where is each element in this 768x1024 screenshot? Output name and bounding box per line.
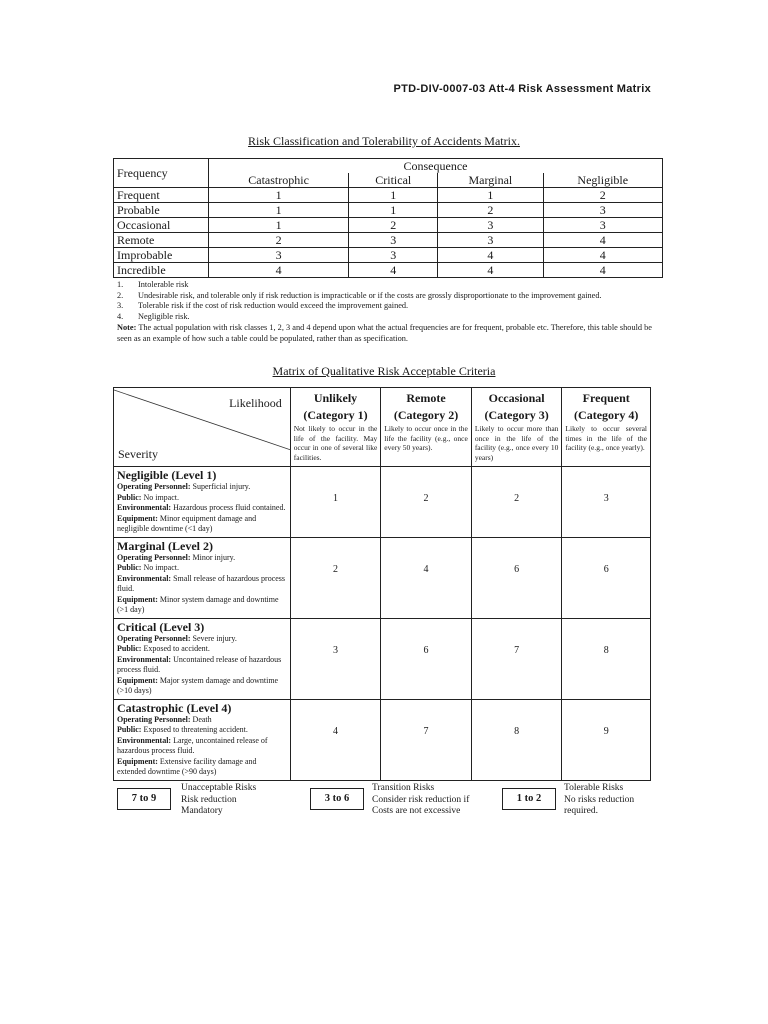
risk-value-cell: 8 — [471, 699, 562, 780]
col-header-catastrophic: Catastrophic — [209, 173, 349, 188]
value: Superficial injury. — [192, 482, 251, 491]
likelihood-category: (Category 3) — [484, 408, 549, 422]
severity-operating-personnel — [117, 634, 287, 645]
value: No impact. — [143, 492, 179, 502]
footnote-text: Tolerable risk if the cost of risk reduction would exceed the improvement gained. — [138, 301, 409, 311]
likelihood-name: Frequent — [582, 391, 630, 405]
risk-class-cell: 4 — [349, 263, 438, 278]
document-id-header: PTD-DIV-0007-03 Att-4 Risk Assessment Matrix — [393, 83, 651, 95]
footnote-text: Undesirable risk, and tolerable only if risk reduction is impracticable or if the costs are grossly disproportionate to the improvement gained. — [138, 290, 602, 300]
severity-public — [117, 725, 287, 736]
frequency-cell: Probable — [114, 203, 209, 218]
label: Operating Personnel: — [117, 552, 191, 562]
likelihood-name: Unlikely — [313, 391, 358, 405]
risk-class-cell: 3 — [543, 203, 663, 218]
risk-value-cell: 2 — [381, 467, 472, 538]
frequency-cell: Incredible — [114, 263, 209, 278]
label: Environmental: — [117, 573, 172, 583]
likelihood-category: (Category 2) — [393, 408, 459, 422]
risk-class-cell: 3 — [438, 233, 543, 248]
risk-class-cell: 2 — [209, 233, 349, 248]
risk-class-cell: 4 — [543, 248, 663, 263]
severity-environmental — [117, 503, 287, 514]
severity-title: Negligible (Level 1) — [117, 468, 217, 482]
risk-value-cell: 9 — [562, 699, 651, 780]
risk-class-cell: 4 — [438, 263, 543, 278]
risk-classification-title: Risk Classification and Tolerability of Accidents Matrix. — [248, 134, 520, 148]
value: No impact. — [143, 563, 179, 572]
likelihood-header-remote — [381, 388, 472, 467]
label: Public: — [117, 492, 142, 502]
likelihood-header-occasional — [471, 388, 562, 467]
risk-classification-table — [113, 158, 663, 278]
risk-value-cell: 8 — [562, 618, 651, 699]
risk-class-cell: 3 — [349, 248, 438, 263]
severity-environmental — [117, 736, 287, 757]
col-header-critical: Critical — [349, 173, 438, 188]
label: Equipment: — [117, 513, 158, 523]
footnote — [117, 312, 652, 323]
legend-line: Transition Risks — [372, 783, 435, 793]
risk-class-cell: 4 — [209, 263, 349, 278]
value: Small release of hazardous process fluid. — [117, 573, 286, 593]
label: Public: — [117, 644, 142, 653]
risk-value-cell: 6 — [562, 537, 651, 618]
severity-public — [117, 493, 287, 504]
value: Minor injury. — [192, 552, 236, 562]
severity-equipment — [117, 514, 287, 535]
likelihood-label: Likelihood — [229, 396, 282, 410]
risk-value-cell: 6 — [471, 537, 562, 618]
footnote-text: Negligible risk. — [138, 312, 190, 322]
label: Equipment: — [117, 756, 158, 766]
risk-value-cell: 3 — [290, 618, 381, 699]
footnote-note — [117, 323, 652, 344]
severity-operating-personnel — [117, 482, 287, 493]
risk-value-cell: 2 — [471, 467, 562, 538]
likelihood-description: Not likely to occur in the life of the facility. May occur in one of several like facilities. — [293, 424, 378, 462]
risk-class-cell: 1 — [349, 203, 438, 218]
label: Operating Personnel: — [117, 482, 191, 491]
table-row — [114, 699, 651, 780]
value: Extensive facility damage and extended downtime (>90 days) — [117, 756, 257, 776]
severity-environmental — [117, 574, 287, 595]
severity-critical — [114, 618, 291, 699]
value: Large, uncontained release of hazardous process fluid. — [117, 735, 268, 755]
value: Major system damage and downtime (>10 days) — [117, 675, 279, 695]
label: Environmental: — [117, 654, 172, 664]
risk-class-cell: 3 — [543, 218, 663, 233]
risk-class-cell: 3 — [349, 233, 438, 248]
risk-class-cell: 1 — [209, 203, 349, 218]
severity-public — [117, 563, 287, 574]
table-row — [114, 218, 663, 233]
table-row — [114, 188, 663, 203]
legend-line: Unacceptable Risks — [181, 783, 257, 793]
col-header-negligible: Negligible — [543, 173, 663, 188]
value: Severe injury. — [192, 633, 237, 643]
table-row — [114, 248, 663, 263]
severity-title: Critical (Level 3) — [117, 619, 205, 634]
legend-text-tolerable — [564, 783, 634, 818]
likelihood-category: (Category 4) — [574, 408, 639, 422]
severity-title: Catastrophic (Level 4) — [117, 700, 232, 715]
risk-value-cell: 1 — [290, 467, 381, 538]
legend-line: Risk reduction — [181, 794, 237, 805]
footnote-text: Intolerable risk — [138, 280, 189, 289]
value: Hazardous process fluid contained. — [173, 503, 286, 512]
risk-class-cell: 3 — [209, 248, 349, 263]
risk-class-cell: 1 — [209, 188, 349, 203]
footnote — [117, 301, 652, 312]
likelihood-name: Occasional — [488, 391, 545, 405]
label: Operating Personnel: — [117, 714, 191, 724]
risk-value-cell: 7 — [471, 618, 562, 699]
risk-value-cell: 3 — [562, 467, 651, 538]
frequency-cell: Frequent — [114, 188, 209, 203]
value: Exposed to accident. — [143, 644, 210, 653]
col-header-marginal: Marginal — [438, 173, 543, 188]
likelihood-description: Likely to occur more than once in the life of the facility (e.g., once every 10 years) — [474, 424, 559, 462]
risk-class-cell: 3 — [438, 218, 543, 233]
footnote-number: 2. — [117, 290, 124, 300]
footnote-number: 3. — [117, 301, 124, 311]
severity-title: Marginal (Level 2) — [117, 538, 213, 553]
risk-class-cell: 2 — [438, 203, 543, 218]
note-label: Note: — [117, 322, 137, 332]
legend-line: Tolerable Risks — [564, 783, 624, 793]
table-row — [114, 467, 651, 538]
legend-line: Mandatory — [181, 806, 223, 816]
risk-value-cell: 6 — [381, 618, 472, 699]
consequence-header: Consequence — [209, 159, 663, 174]
risk-value-cell: 2 — [290, 537, 381, 618]
value: Exposed to threatening accident. — [143, 725, 248, 734]
frequency-cell: Improbable — [114, 248, 209, 263]
label: Public: — [117, 725, 142, 734]
risk-class-cell: 1 — [209, 218, 349, 233]
severity-operating-personnel — [117, 553, 287, 564]
severity-label: Severity — [118, 447, 158, 461]
risk-class-cell: 2 — [349, 218, 438, 233]
risk-class-cell: 4 — [438, 248, 543, 263]
severity-negligible — [114, 467, 291, 538]
value: Uncontained release of hazardous process fluid. — [117, 654, 282, 674]
risk-class-cell: 4 — [543, 233, 663, 248]
label: Equipment: — [117, 594, 158, 604]
severity-public — [117, 644, 287, 655]
table-row — [114, 233, 663, 248]
risk-class-cell: 2 — [543, 188, 663, 203]
severity-marginal — [114, 537, 291, 618]
legend-line: Consider risk reduction if — [372, 794, 470, 805]
severity-environmental — [117, 655, 287, 676]
table-row — [114, 203, 663, 218]
severity-equipment — [117, 595, 287, 616]
legend-range-transition: 3 to 6 — [310, 788, 364, 810]
legend-line: required. — [564, 806, 599, 816]
qualitative-matrix-title: Matrix of Qualitative Risk Acceptable Criteria — [272, 364, 496, 378]
legend-line: No risks reduction — [564, 794, 635, 805]
footnotes — [117, 280, 652, 344]
value: Death — [192, 714, 212, 724]
footnote — [117, 291, 652, 302]
risk-class-cell: 1 — [438, 188, 543, 203]
likelihood-header-unlikely — [290, 388, 381, 467]
value: Minor equipment damage and negligible downtime (<1 day) — [117, 513, 257, 533]
risk-value-cell: 4 — [381, 537, 472, 618]
severity-catastrophic — [114, 699, 291, 780]
label: Operating Personnel: — [117, 633, 191, 643]
matrix-corner-cell — [114, 388, 291, 467]
severity-equipment — [117, 676, 287, 697]
severity-operating-personnel — [117, 715, 287, 726]
footnote — [117, 280, 652, 291]
likelihood-header-frequent — [562, 388, 651, 467]
label: Equipment: — [117, 675, 158, 685]
value: Minor system damage and downtime (>1 day) — [117, 594, 279, 614]
footnote-number: 4. — [117, 312, 124, 322]
footnote-number: 1. — [117, 280, 124, 289]
table-row — [114, 618, 651, 699]
likelihood-description: Likely to occur once in the life the facility (e.g., once every 50 years). — [384, 424, 468, 452]
label: Environmental: — [117, 503, 172, 512]
legend-range-tolerable: 1 to 2 — [502, 788, 556, 810]
legend-range-unacceptable: 7 to 9 — [117, 788, 171, 810]
qualitative-risk-matrix — [113, 387, 651, 781]
likelihood-name: Remote — [406, 391, 446, 405]
note-text: The actual population with risk classes 1, 2, 3 and 4 depend upon what the actual frequencies are for frequent, probable etc. Therefore, this table should be seen as an example of how such a table could be populated, rather than as specification. — [117, 322, 652, 343]
risk-class-cell: 4 — [543, 263, 663, 278]
risk-value-cell: 7 — [381, 699, 472, 780]
label: Environmental: — [117, 735, 172, 745]
frequency-cell: Occasional — [114, 218, 209, 233]
table-row — [114, 537, 651, 618]
risk-class-cell: 1 — [349, 188, 438, 203]
severity-equipment — [117, 757, 287, 778]
frequency-header: Frequency — [114, 159, 209, 188]
legend-text-transition — [372, 783, 469, 818]
legend-line: Costs are not excessive — [372, 806, 461, 816]
risk-value-cell: 4 — [290, 699, 381, 780]
table-row — [114, 263, 663, 278]
frequency-cell: Remote — [114, 233, 209, 248]
likelihood-description: Likely to occur several times in the life of the facility (e.g., once yearly). — [565, 424, 647, 452]
legend-text-unacceptable — [181, 783, 256, 818]
label: Public: — [117, 563, 142, 572]
likelihood-category: (Category 1) — [303, 408, 368, 422]
